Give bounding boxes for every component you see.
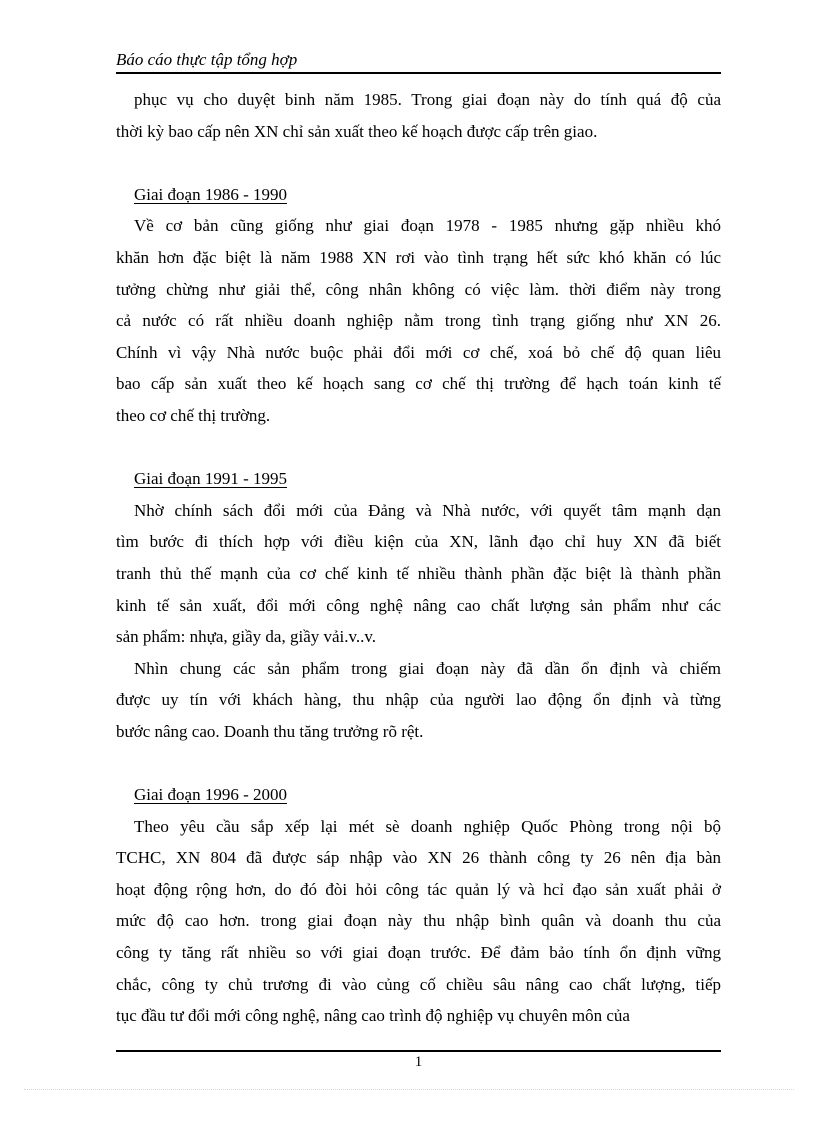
body-line: bước nâng cao. Doanh thu tăng trưởng rõ rệt. [116, 721, 424, 741]
body-line: Về cơ bản cũng giống như giai đoạn 1978 - 1985 nhưng gặp nhiều khó [134, 216, 721, 236]
section-heading [116, 779, 721, 811]
body-line: khăn hơn đặc biệt là năm 1988 XN rơi vào tình trạng hết sức khó khăn có lúc [116, 247, 721, 267]
body-line: Nhờ chính sách đổi mới của Đảng và Nhà nước, với quyết tâm mạnh dạn [134, 500, 721, 520]
body-line: tìm bước đi thích hợp với điều kiện của XN, lãnh đạo chỉ huy XN đã biết [116, 532, 721, 552]
footer-rule [116, 1050, 721, 1052]
body-line: thời kỳ bao cấp nên XN chỉ sản xuất theo kế hoạch được cấp trên giao. [116, 121, 598, 141]
body-line: Chính vì vậy Nhà nước buộc phải đổi mới cơ chế, xoá bỏ chế độ quan liêu [116, 342, 721, 362]
body-line: theo cơ chế thị trường. [116, 405, 271, 425]
section-heading-text: Giai đoạn 1996 - 2000 [134, 785, 287, 805]
body-line: hoạt động rộng hơn, do đó đòi hỏi công tác quản lý và hcỉ đạo sản xuất phải ở [116, 879, 721, 899]
body-line: công ty tăng rất nhiều so với giai đoạn trước. Để đảm bảo tính ổn định vững [116, 943, 721, 963]
section-heading-text: Giai đoạn 1986 - 1990 [134, 184, 287, 204]
section-heading [116, 179, 721, 211]
section-heading-text: Giai đoạn 1991 - 1995 [134, 469, 287, 489]
body-line: mức độ cao hơn. trong giai đoạn này thu nhập bình quân và doanh thu của [116, 911, 721, 931]
paragraph-gap [116, 747, 721, 779]
body-line: Nhìn chung các sản phẩm trong giai đoạn này đã dần ổn định và chiếm [134, 658, 721, 678]
document-body [116, 84, 721, 1032]
section-heading [116, 463, 721, 495]
body-line: được uy tín với khách hàng, thu nhập của người lao động ổn định và từng [116, 690, 721, 710]
page-number: 1 [414, 1054, 423, 1070]
body-line: bao cấp sản xuất theo kế hoạch sang cơ chế thị trường để hạch toán kinh tế [116, 374, 721, 394]
body-line: tục đầu tư đổi mới công nghệ, nâng cao trình độ nghiệp vụ chuyên môn của [116, 1006, 630, 1026]
body-line: kinh tế sản xuất, đổi mới công nghệ nâng cao chất lượng sản phẩm như các [116, 595, 721, 615]
paragraph-gap [116, 147, 721, 179]
body-line: tưởng chừng như giải thể, công nhân không có việc làm. thời điểm này trong [116, 279, 721, 299]
body-line: cả nước có rất nhiều doanh nghiệp nằm trong tình trạng giống như XN 26. [116, 311, 721, 331]
body-line: sản phẩm: nhựa, giầy da, giầy vải.v..v. [116, 627, 377, 647]
running-header: Báo cáo thực tập tổng hợp [116, 50, 721, 74]
body-line: TCHC, XN 804 đã được sáp nhập vào XN 26 thành công ty 26 nên địa bàn [116, 848, 721, 868]
body-line: tranh thủ thế mạnh của cơ chế kinh tế nhiều thành phần đặc biệt là thành phần [116, 563, 721, 583]
body-line: chắc, công ty chủ trương đi vào củng cố chiều sâu nâng cao chất lượng, tiếp [116, 974, 721, 994]
paragraph-gap [116, 432, 721, 464]
body-line: phục vụ cho duyệt binh năm 1985. Trong giai đoạn này do tính quá độ của [134, 90, 721, 109]
body-line: Theo yêu cầu sắp xếp lại mét sè doanh nghiệp Quốc Phòng trong nội bộ [134, 816, 721, 836]
page-bottom-border [24, 1089, 794, 1090]
